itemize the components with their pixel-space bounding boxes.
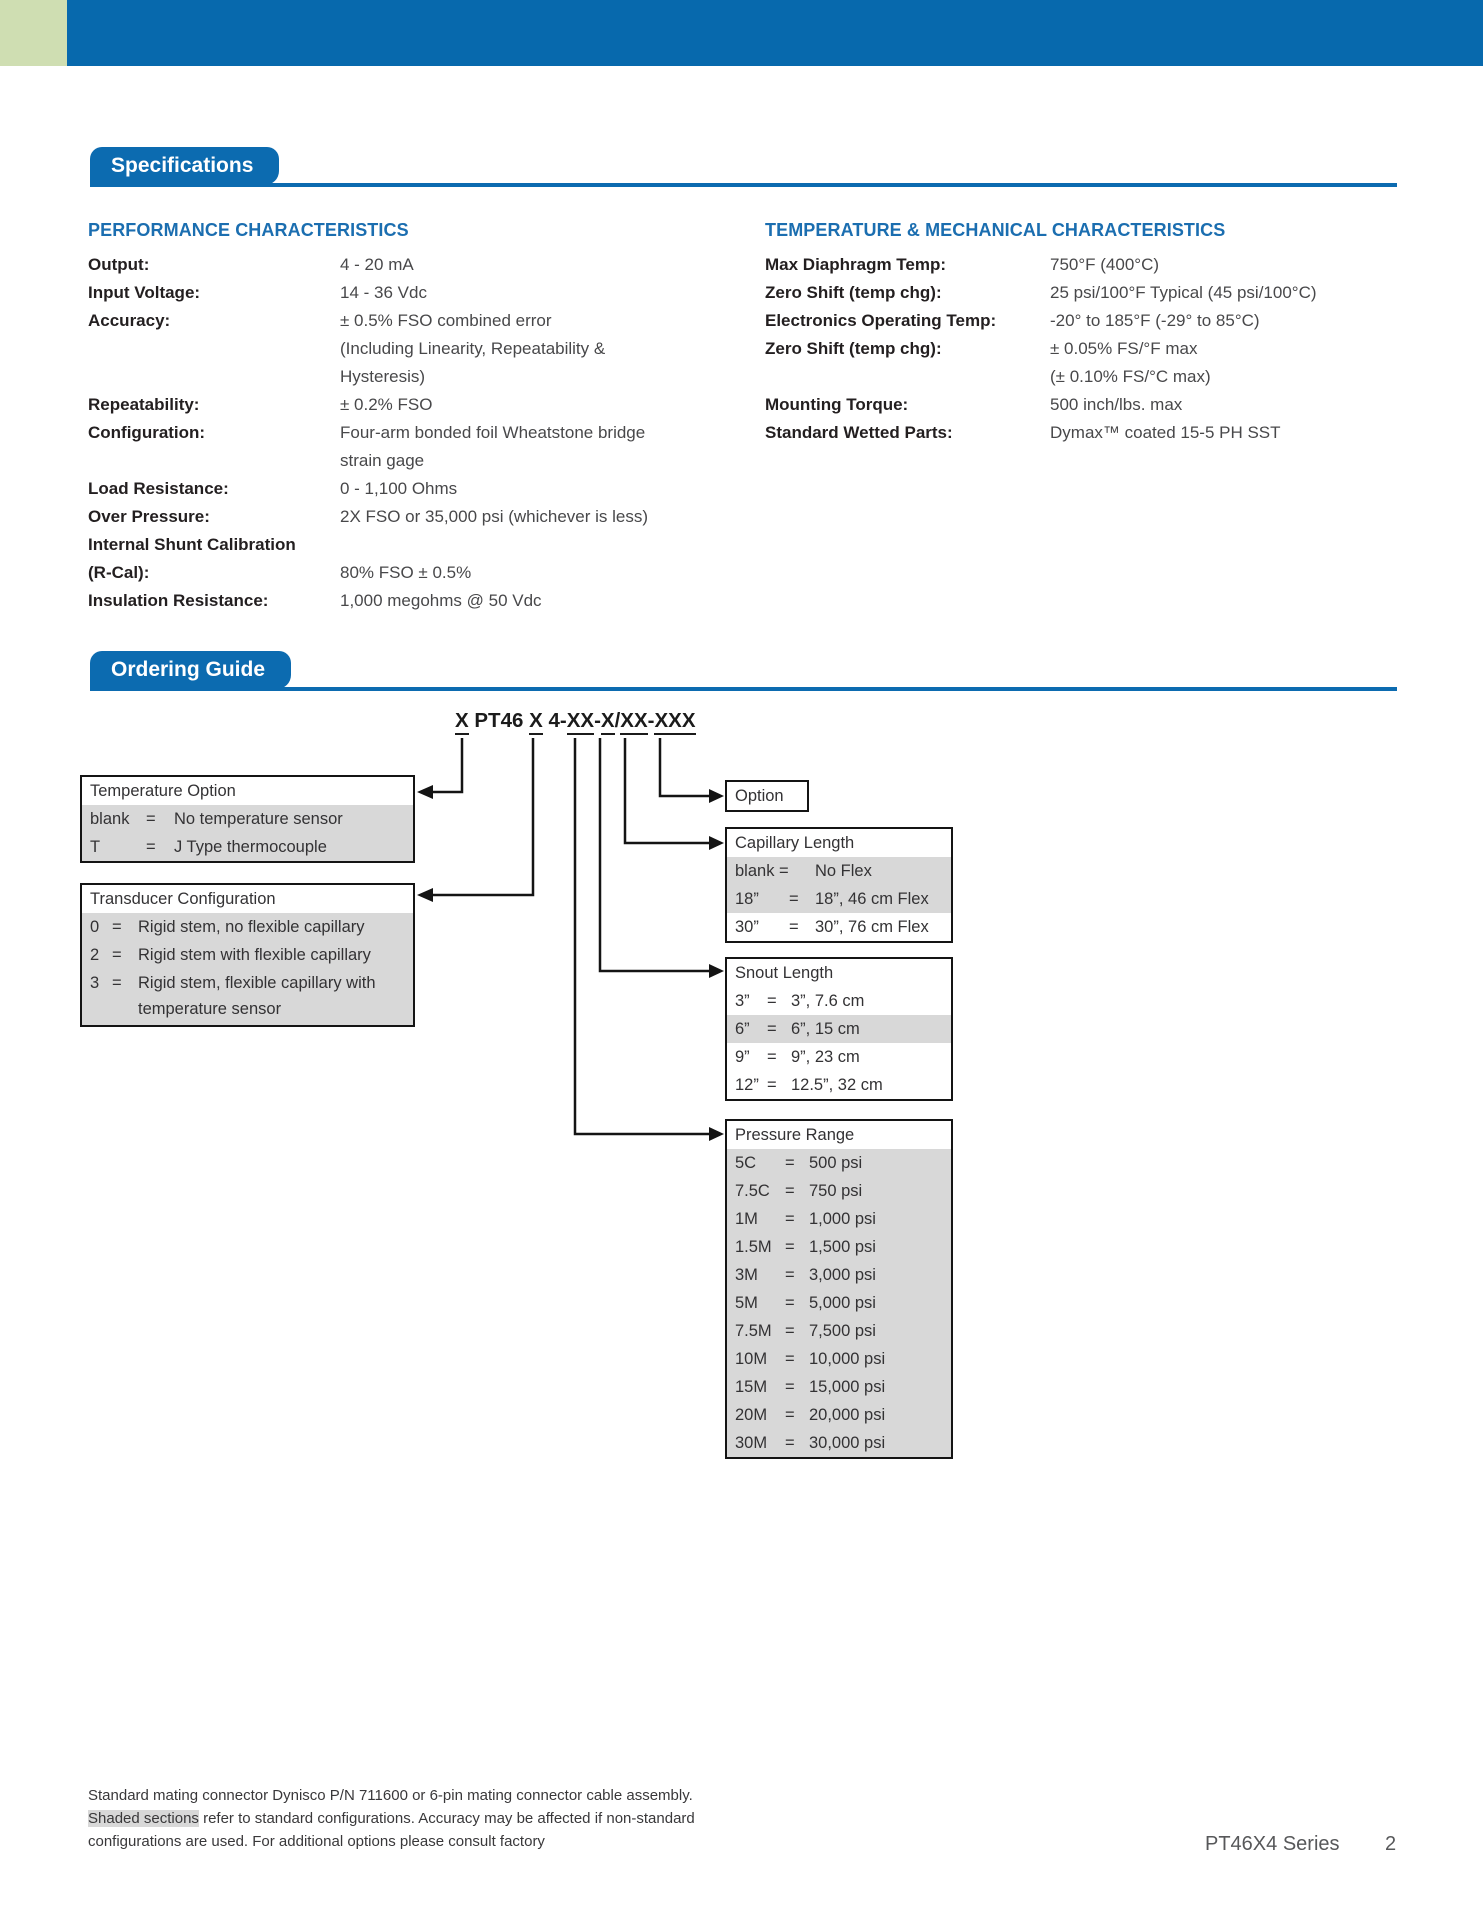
box-title: Pressure Range [727, 1121, 951, 1149]
footer-note-line3: configurations are used. For additional options please consult factory [88, 1833, 545, 1850]
spec-row: Max Diaphragm Temp: 750°F (400°C) [765, 255, 1160, 274]
capillary-length-box [725, 827, 953, 943]
box-title: Temperature Option [82, 777, 413, 805]
series-label: PT46X4 Series [1205, 1833, 1340, 1855]
option-row: 10M = 10,000 psi [727, 1345, 951, 1373]
box-title: Transducer Configuration [82, 885, 413, 913]
specifications-tab [90, 147, 279, 185]
option-row: 7.5M = 7,500 psi [727, 1317, 951, 1345]
ordering-guide-tab-label: Ordering Guide [90, 651, 291, 689]
box-title: Capillary Length [727, 829, 951, 857]
spec-row: Mounting Torque: 500 inch/lbs. max [765, 395, 1183, 414]
specifications-rule [90, 183, 1397, 187]
spec-row: Configuration: Four-arm bonded foil Wheatstone bridge strain gage [88, 423, 646, 470]
box-title: Option [727, 782, 807, 810]
performance-characteristics-section [88, 216, 688, 615]
option-row: 3M = 3,000 psi [727, 1261, 951, 1289]
connector-snout-length [600, 738, 724, 978]
temperature-option-box [80, 775, 415, 863]
option-row: 15M = 15,000 psi [727, 1373, 951, 1401]
option-row: blank = No Flex [727, 857, 951, 885]
spec-row: Zero Shift (temp chg): 25 psi/100°F Typical (45 psi/100°C) [765, 283, 1317, 302]
spec-row: Repeatability: ± 0.2% FSO [88, 395, 433, 414]
option-row: 6” = 6”, 15 cm [727, 1015, 951, 1043]
option-row: 20M = 20,000 psi [727, 1401, 951, 1429]
option-row: blank = No temperature sensor [82, 805, 413, 833]
option-row: 7.5C = 750 psi [727, 1177, 951, 1205]
spec-row: Zero Shift (temp chg): ± 0.05% FS/°F max (± 0.10% FS/°C max) [765, 339, 1211, 386]
part-number-segment: / [614, 709, 621, 732]
option-row: 9” = 9”, 23 cm [735, 1047, 860, 1066]
temperature-mechanical-section [765, 216, 1405, 447]
footer-note [88, 1784, 808, 1853]
option-row: 18” = 18”, 46 cm Flex [727, 885, 951, 913]
connector-pressure-range [575, 738, 724, 1141]
option-row: 2 = Rigid stem with flexible capillary [82, 941, 413, 969]
footer-note-line2: Shaded sections refer to standard configurations. Accuracy may be affected if non-standard [88, 1810, 695, 1827]
header-accent-block [0, 0, 67, 66]
option-row: 3 = Rigid stem, flexible capillary with temperature sensor [82, 969, 413, 1025]
ordering-guide-tab [90, 651, 291, 689]
part-number-segment: XX [567, 709, 594, 735]
transducer-configuration-box [80, 883, 415, 1027]
part-number-segment: - [647, 709, 655, 732]
part-number-segment: X [529, 709, 543, 735]
option-row: 1.5M = 1,500 psi [727, 1233, 951, 1261]
part-number [455, 709, 696, 733]
spec-row: Output: 4 - 20 mA [88, 255, 414, 274]
spec-row: Input Voltage: 14 - 36 Vdc [88, 283, 427, 302]
spec-row: Accuracy: ± 0.5% FSO combined error (Including Linearity, Repeatability & Hysteresis) [88, 311, 606, 386]
option-row: 3” = 3”, 7.6 cm [735, 991, 865, 1010]
part-number-segment: X [601, 709, 615, 735]
connector-temperature-option [417, 738, 462, 799]
shaded-sections-highlight: Shaded sections [88, 1810, 199, 1827]
part-number-segment: XXX [654, 709, 695, 735]
spec-row: Load Resistance: 0 - 1,100 Ohms [88, 479, 458, 498]
part-number-segment: - [594, 709, 601, 732]
connector-option [660, 738, 724, 803]
option-row: 5M = 5,000 psi [727, 1289, 951, 1317]
option-row: 12” = 12.5”, 32 cm [735, 1075, 883, 1094]
option-row: 30” = 30”, 76 cm Flex [735, 917, 929, 936]
performance-heading: PERFORMANCE CHARACTERISTICS [88, 220, 409, 240]
spec-row: Insulation Resistance: 1,000 megohms @ 50 Vdc [88, 591, 542, 610]
pressure-range-box [725, 1119, 953, 1459]
footer-note-line1: Standard mating connector Dynisco P/N 711600 or 6-pin mating connector cable assembly. [88, 1787, 693, 1804]
option-row: 30M = 30,000 psi [727, 1429, 951, 1457]
part-number-segment: 4- [542, 709, 567, 732]
header-banner-bar [67, 0, 1483, 66]
temperature-heading: TEMPERATURE & MECHANICAL CHARACTERISTICS [765, 220, 1226, 240]
ordering-guide-rule [90, 687, 1397, 691]
option-row: 5C = 500 psi [727, 1149, 951, 1177]
option-box [725, 780, 809, 812]
part-number-segment: X [455, 709, 469, 735]
part-number-segment: XX [620, 709, 647, 735]
snout-length-box [725, 957, 953, 1101]
option-row: 1M = 1,000 psi [727, 1205, 951, 1233]
specifications-tab-label: Specifications [90, 147, 279, 185]
box-title: Snout Length [727, 959, 951, 987]
spec-row: Standard Wetted Parts: Dymax™ coated 15-5 PH SST [765, 423, 1281, 442]
part-number-segment: PT46 [468, 709, 530, 732]
spec-row: Over Pressure: 2X FSO or 35,000 psi (whichever is less) [88, 507, 649, 526]
spec-row: Internal Shunt Calibration (R-Cal): 80% FSO ± 0.5% [88, 535, 472, 582]
connector-capillary-length [625, 738, 724, 850]
option-row: T = J Type thermocouple [82, 833, 413, 861]
option-row: 0 = Rigid stem, no flexible capillary [82, 913, 413, 941]
connector-transducer-configuration [417, 738, 533, 902]
page-number: 2 [1385, 1833, 1397, 1855]
spec-row: Electronics Operating Temp: -20° to 185°F (-29° to 85°C) [765, 311, 1260, 330]
